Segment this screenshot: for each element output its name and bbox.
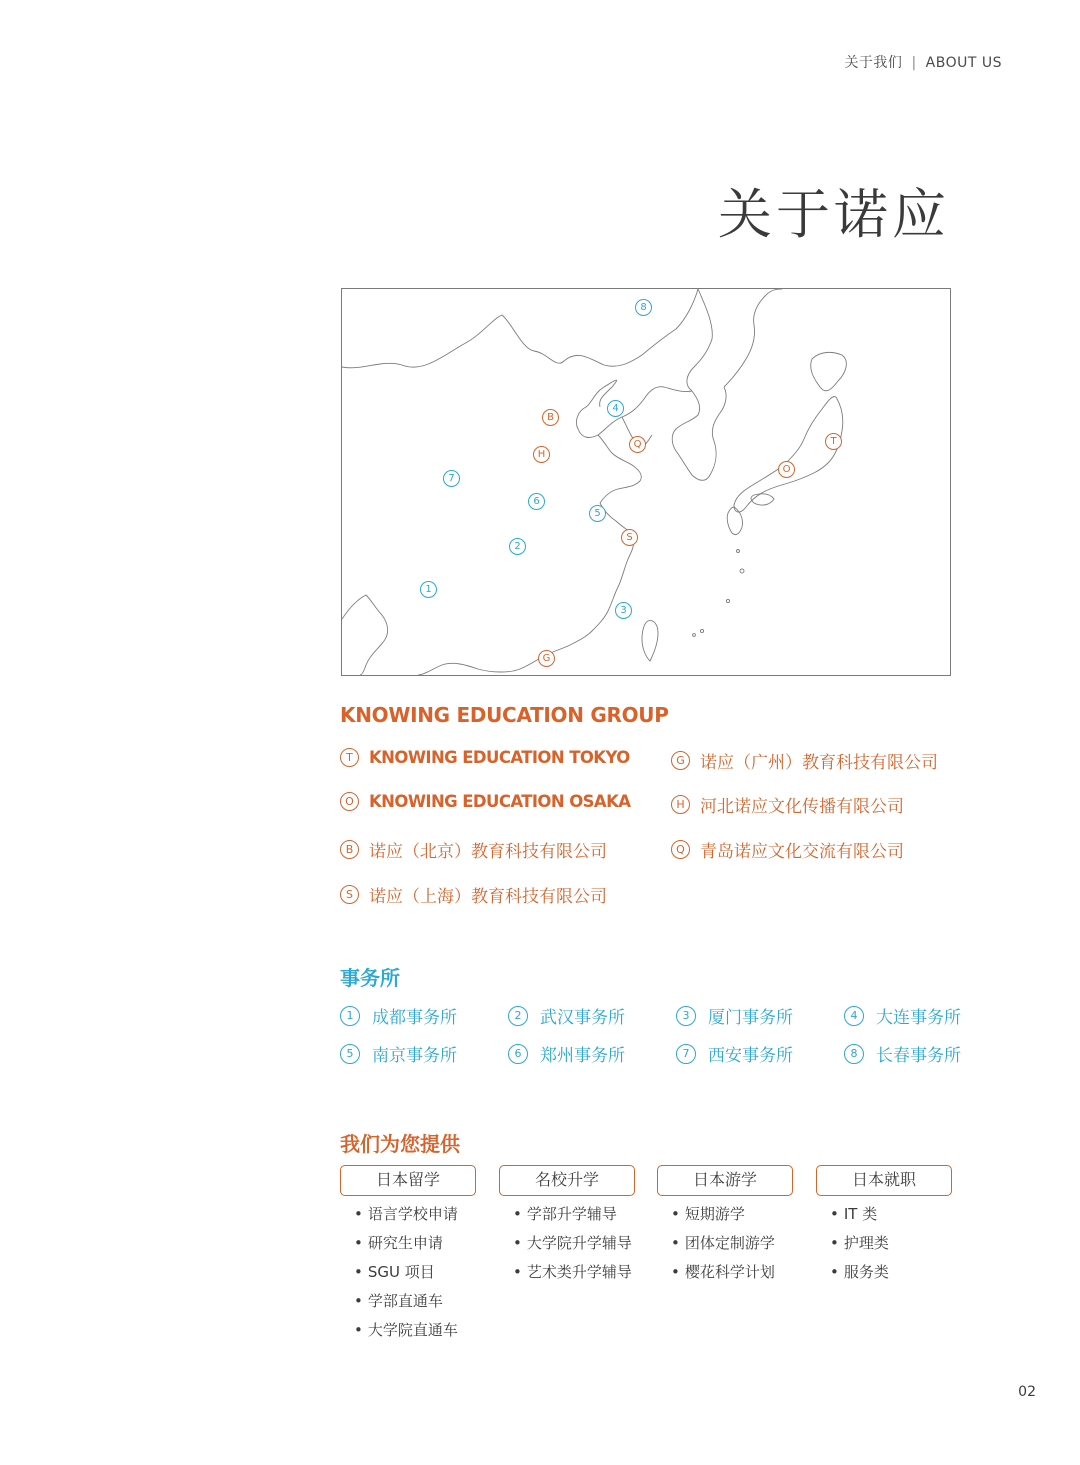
office-name: 南京事务所 bbox=[372, 1046, 457, 1066]
map-marker-5: 5 bbox=[589, 505, 606, 522]
service-column-study-tour bbox=[657, 1165, 793, 1292]
office-item-xiamen bbox=[676, 1003, 793, 1028]
office-name: 武汉事务所 bbox=[540, 1008, 625, 1028]
group-item-osaka bbox=[340, 792, 630, 811]
map-coast-east bbox=[418, 503, 634, 675]
office-item-nanjing bbox=[340, 1041, 457, 1066]
map-japan-shikoku bbox=[751, 494, 774, 505]
map-marker-6: 6 bbox=[528, 493, 545, 510]
office-name: 成都事务所 bbox=[372, 1008, 457, 1028]
map-marker-T: T bbox=[825, 433, 842, 450]
group-item-beijing bbox=[340, 837, 607, 862]
badge-Q: Q bbox=[671, 840, 690, 859]
map-marker-G: G bbox=[538, 650, 555, 667]
service-item: • 语言学校申请 bbox=[354, 1205, 476, 1234]
map-outline-svg bbox=[342, 289, 950, 675]
group-item-name: 诺应（上海）教育科技有限公司 bbox=[369, 887, 607, 907]
map-marker-H: H bbox=[533, 446, 550, 463]
map-coast-bohai bbox=[576, 380, 692, 437]
service-tab: 日本游学 bbox=[657, 1165, 793, 1196]
service-item: • 艺术类升学辅导 bbox=[513, 1263, 635, 1292]
group-item-name: 青岛诺应文化交流有限公司 bbox=[700, 842, 904, 862]
service-item: • 护理类 bbox=[830, 1234, 952, 1263]
map-island-4 bbox=[693, 634, 696, 637]
service-item: • 短期游学 bbox=[671, 1205, 793, 1234]
badge-5: 5 bbox=[340, 1044, 360, 1064]
map-marker-B: B bbox=[542, 409, 559, 426]
map-japan-kyushu bbox=[727, 507, 742, 535]
office-item-chengdu bbox=[340, 1003, 457, 1028]
badge-8: 8 bbox=[844, 1044, 864, 1064]
office-name: 长春事务所 bbox=[876, 1046, 961, 1066]
map-island-2 bbox=[726, 599, 729, 602]
office-item-changchun bbox=[844, 1041, 961, 1066]
badge-O: O bbox=[340, 792, 359, 811]
services-title: 我们为您提供 bbox=[340, 1132, 460, 1156]
badge-S: S bbox=[340, 885, 359, 904]
page-title: 关于诺应 bbox=[718, 183, 950, 246]
group-item-hebei bbox=[671, 792, 904, 817]
group-item-guangzhou bbox=[671, 748, 938, 773]
map-marker-8: 8 bbox=[635, 299, 652, 316]
map-border-northeast bbox=[687, 289, 712, 391]
map-korea-peninsula bbox=[672, 387, 726, 480]
header-separator: | bbox=[911, 55, 917, 71]
service-item: • 樱花科学计划 bbox=[671, 1263, 793, 1292]
office-item-xian bbox=[676, 1041, 793, 1066]
service-tab: 名校升学 bbox=[499, 1165, 635, 1196]
map-japan-hokkaido bbox=[811, 352, 847, 390]
map-island-3 bbox=[700, 629, 703, 632]
map-korea-north bbox=[724, 289, 782, 387]
office-name: 西安事务所 bbox=[708, 1046, 793, 1066]
badge-G: G bbox=[671, 751, 690, 770]
office-item-zhengzhou bbox=[508, 1041, 625, 1066]
header-label-cn: 关于我们 bbox=[844, 55, 903, 71]
office-name: 厦门事务所 bbox=[708, 1008, 793, 1028]
header-label-en: ABOUT US bbox=[925, 55, 1002, 71]
service-list bbox=[340, 1205, 476, 1350]
map-marker-2: 2 bbox=[509, 538, 526, 555]
map-marker-4: 4 bbox=[607, 400, 624, 417]
office-item-wuhan bbox=[508, 1003, 625, 1028]
badge-H: H bbox=[671, 795, 690, 814]
service-item: • 团体定制游学 bbox=[671, 1234, 793, 1263]
group-title: KNOWING EDUCATION GROUP bbox=[340, 703, 669, 727]
badge-6: 6 bbox=[508, 1044, 528, 1064]
service-tab: 日本就职 bbox=[816, 1165, 952, 1196]
service-item: • SGU 项目 bbox=[354, 1263, 476, 1292]
service-list bbox=[816, 1205, 952, 1292]
map-border-southwest bbox=[342, 595, 388, 675]
service-item: • 大学院升学辅导 bbox=[513, 1234, 635, 1263]
group-item-shanghai bbox=[340, 882, 607, 907]
service-column-university-admission bbox=[499, 1165, 635, 1292]
service-tab: 日本留学 bbox=[340, 1165, 476, 1196]
map-marker-O: O bbox=[778, 461, 795, 478]
service-list bbox=[499, 1205, 635, 1292]
header-section-label bbox=[844, 52, 1002, 72]
office-name: 郑州事务所 bbox=[540, 1046, 625, 1066]
page-number: 02 bbox=[1018, 1384, 1036, 1400]
offices-title: 事务所 bbox=[340, 966, 400, 990]
group-item-name: 河北诺应文化传播有限公司 bbox=[700, 797, 904, 817]
badge-7: 7 bbox=[676, 1044, 696, 1064]
group-item-name: KNOWING EDUCATION TOKYO bbox=[369, 748, 630, 767]
map-marker-3: 3 bbox=[615, 602, 632, 619]
service-list bbox=[657, 1205, 793, 1292]
office-name: 大连事务所 bbox=[876, 1008, 961, 1028]
service-item: • 学部升学辅导 bbox=[513, 1205, 635, 1234]
badge-3: 3 bbox=[676, 1006, 696, 1026]
map-island-5 bbox=[737, 550, 740, 553]
service-item: • 大学院直通车 bbox=[354, 1321, 476, 1350]
badge-T: T bbox=[340, 748, 359, 767]
badge-B: B bbox=[340, 840, 359, 859]
badge-2: 2 bbox=[508, 1006, 528, 1026]
service-item: • IT 类 bbox=[830, 1205, 952, 1234]
east-asia-map bbox=[341, 288, 951, 676]
map-marker-Q: Q bbox=[629, 436, 646, 453]
map-taiwan bbox=[642, 621, 658, 661]
service-item: • 研究生申请 bbox=[354, 1234, 476, 1263]
service-column-study-in-japan bbox=[340, 1165, 476, 1350]
group-item-tokyo bbox=[340, 748, 630, 767]
service-item: • 学部直通车 bbox=[354, 1292, 476, 1321]
group-item-qingdao bbox=[671, 837, 904, 862]
map-japan-honshu bbox=[734, 397, 843, 512]
service-item: • 服务类 bbox=[830, 1263, 952, 1292]
office-item-dalian bbox=[844, 1003, 961, 1028]
map-marker-S: S bbox=[621, 529, 638, 546]
map-marker-7: 7 bbox=[443, 470, 460, 487]
service-column-employment bbox=[816, 1165, 952, 1292]
map-marker-1: 1 bbox=[420, 581, 437, 598]
badge-1: 1 bbox=[340, 1006, 360, 1026]
map-island-1 bbox=[740, 569, 744, 573]
group-item-name: 诺应（广州）教育科技有限公司 bbox=[700, 753, 938, 773]
group-item-name: 诺应（北京）教育科技有限公司 bbox=[369, 842, 607, 862]
group-item-name: KNOWING EDUCATION OSAKA bbox=[369, 792, 631, 811]
badge-4: 4 bbox=[844, 1006, 864, 1026]
